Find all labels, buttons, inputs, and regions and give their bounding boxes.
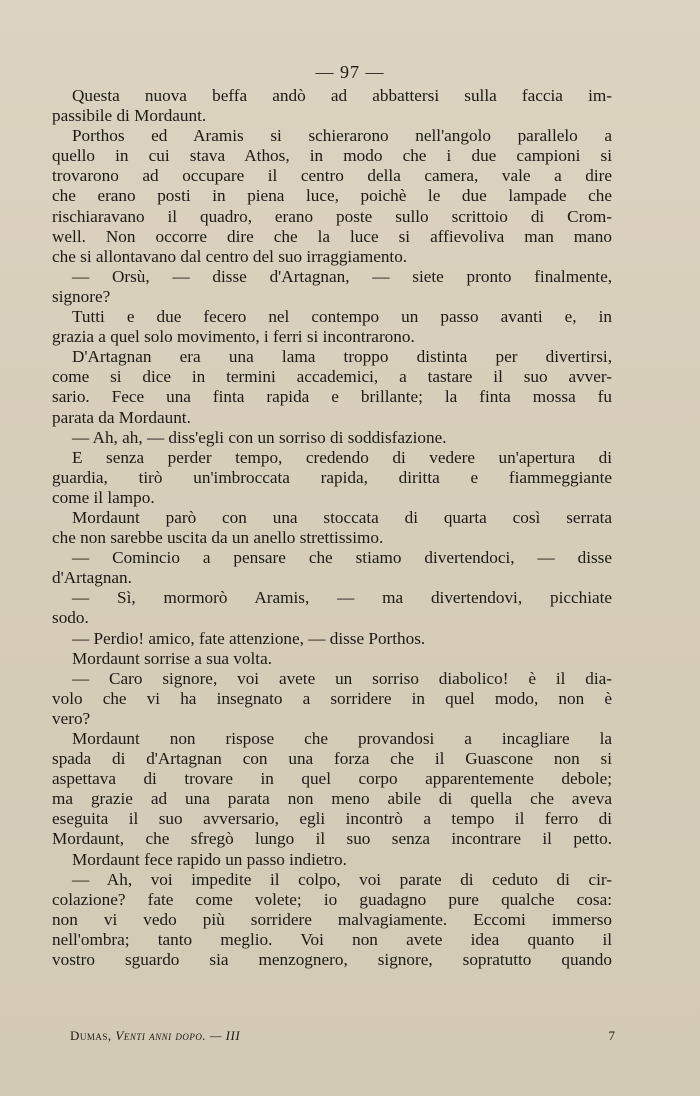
text-line: — Ah, voi impedite il colpo, voi parate di ceduto di cir-	[72, 869, 612, 889]
text-line: — Perdio! amico, fate attenzione, — disse Porthos.	[72, 628, 426, 648]
text-line: — Caro signore, voi avete un sorriso diabolico! è il dia-	[72, 668, 612, 688]
text-line: well. Non occorre dire che la luce si affievoliva man mano	[52, 226, 612, 246]
text-line: parata da Mordaunt.	[52, 407, 191, 427]
text-line: Mordaunt parò con una stoccata di quarta così serrata	[72, 507, 612, 527]
text-line: aspettava di trovare in quel corpo apparentemente debole;	[52, 769, 612, 789]
text-line: Questa nuova beffa andò ad abbattersi sulla faccia im-	[72, 86, 612, 105]
page-footer	[70, 1028, 615, 1044]
text-line: quello in cui stava Athos, in modo che i due campioni si	[52, 146, 612, 166]
text-line: eseguita il suo avversario, egli incontrò a tempo il ferro di	[52, 809, 612, 829]
text-line: signore?	[52, 286, 111, 306]
text-line: rischiaravano il quadro, erano poste sullo scrittoio di Crom-	[52, 206, 612, 226]
text-line: D'Artagnan era una lama troppo distinta per divertirsi,	[72, 347, 612, 367]
text-line: come si dice in termini accademici, a tastare il suo avver-	[52, 367, 612, 387]
text-line: guardia, tirò un'imbroccata rapida, diritta e fiammeggiante	[52, 467, 612, 487]
text-line: — Ah, ah, — diss'egli con un sorriso di soddisfazione.	[72, 427, 447, 447]
text-line: Mordaunt, che sfregò lungo il suo senza incontrare il petto.	[52, 829, 612, 849]
text-line: E senza perder tempo, credendo di vedere un'apertura di	[72, 447, 612, 467]
text-line: — Orsù, — disse d'Artagnan, — siete pronto finalmente,	[72, 266, 612, 286]
text-line: — Comincio a pensare che stiamo divertendoci, — disse	[72, 548, 612, 568]
footer-signature-mark: 7	[608, 1028, 615, 1043]
text-line: vero?	[52, 708, 91, 728]
text-line: Mordaunt non rispose che provandosi a incagliare la	[72, 729, 612, 748]
text-line: vostro sguardo sia menzognero, signore, sopratutto quando	[52, 950, 612, 970]
text-line: Mordaunt sorrise a sua volta.	[72, 648, 272, 668]
text-line: Tutti e due fecero nel contempo un passo avanti e, in	[72, 307, 612, 327]
text-line: non vi vedo più sorridere malvagiamente. Eccomi immerso	[52, 909, 612, 929]
text-line: d'Artagnan.	[52, 568, 132, 588]
body-text	[52, 86, 612, 970]
text-line: sario. Fece una finta rapida e brillante; la finta mossa fu	[52, 387, 612, 407]
text-line: che si allontavano dal centro del suo irraggiamento.	[52, 246, 408, 266]
text-line: grazia a quel solo movimento, i ferri si incontrarono.	[52, 327, 415, 347]
text-line: che non sarebbe uscita da un anello strettissimo.	[52, 528, 384, 548]
text-line: come il lampo.	[52, 487, 155, 507]
text-line: volo che vi ha insegnato a sorridere in quel modo, non è	[52, 688, 612, 708]
text-line: passibile di Mordaunt.	[52, 106, 207, 126]
footer-author: Dumas	[70, 1028, 108, 1043]
text-line: colazione? fate come volete; io guadagno pure qualche cosa:	[52, 889, 612, 909]
text-line: sodo.	[52, 608, 89, 628]
footer-signature: Dumas, Venti anni dopo. — III	[70, 1028, 241, 1043]
text-line: — Sì, mormorò Aramis, — ma divertendovi, picchiate	[72, 588, 612, 608]
text-line: che erano posti in piena luce, poichè le due lampade che	[52, 186, 612, 206]
text-line: trovarono ad occupare il centro della camera, vale a dire	[52, 166, 612, 186]
text-line: Porthos ed Aramis si schierarono nell'angolo parallelo a	[72, 126, 612, 146]
text-line: ma grazie ad una parata non meno abile di quella che aveva	[52, 789, 612, 809]
text-line: Mordaunt fece rapido un passo indietro.	[72, 849, 347, 869]
footer-title: Venti anni dopo. — III	[115, 1028, 241, 1043]
text-line: nell'ombra; tanto meglio. Voi non avete idea quanto il	[52, 929, 612, 949]
page-number: — 97 —	[315, 62, 385, 82]
text-line: spada di d'Artagnan con una forza che il Guascone non si	[52, 749, 612, 769]
